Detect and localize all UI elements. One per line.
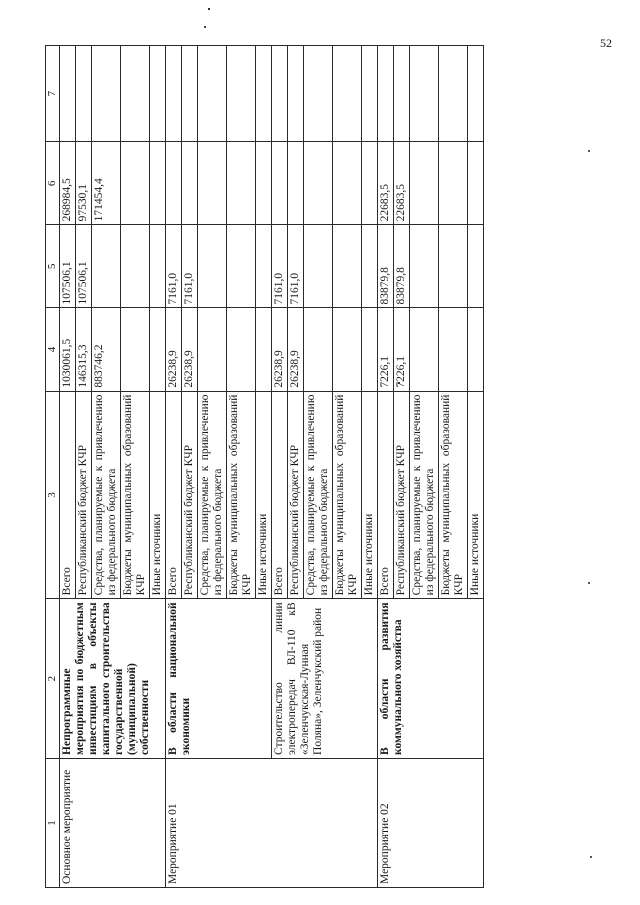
value-col4 (410, 308, 439, 391)
value-col4 (227, 308, 256, 391)
value-col5 (410, 225, 439, 308)
value-col5: 83879,8 (378, 225, 394, 308)
value-col6 (410, 142, 439, 225)
value-col7 (198, 46, 227, 142)
funding-table (45, 45, 484, 888)
value-col7 (256, 46, 272, 142)
group-type: Основное мероприятие (60, 758, 166, 887)
value-col5: 7161,0 (288, 225, 304, 308)
value-col7 (121, 46, 150, 142)
value-col6 (121, 142, 150, 225)
value-col4: 26238,9 (288, 308, 304, 391)
value-col5 (92, 225, 121, 308)
value-col6 (150, 142, 166, 225)
value-col7 (76, 46, 92, 142)
scan-speck (208, 8, 210, 10)
value-col6 (182, 142, 198, 225)
value-col5: 7161,0 (166, 225, 182, 308)
value-col5 (362, 225, 378, 308)
value-col5: 107506,1 (60, 225, 76, 308)
value-col6 (272, 142, 288, 225)
value-col4: 26238,9 (182, 308, 198, 391)
value-col6 (304, 142, 333, 225)
funding-source: Бюджеты муниципальных образований КЧР (333, 391, 362, 599)
funding-source: Всего (272, 391, 288, 599)
value-col5 (256, 225, 272, 308)
column-number: 3 (46, 391, 60, 599)
funding-source: Всего (378, 391, 394, 599)
value-col7 (304, 46, 333, 142)
group-title: В области развития коммунального хозяйства (378, 599, 484, 759)
page-number: 52 (600, 36, 612, 50)
funding-source: Средства, планируемые к привлечению из федерального бюджета (410, 391, 439, 599)
value-col4: 883746,2 (92, 308, 121, 391)
funding-source: Республиканский бюджет КЧР (288, 391, 304, 599)
value-col7 (272, 46, 288, 142)
group-title: Непрограммные мероприятия по бюджетным инвестициям в объекты капитального строительства государственной (муниципальной) собственности (60, 599, 166, 759)
value-col7 (439, 46, 468, 142)
value-col4 (304, 308, 333, 391)
value-col6 (362, 142, 378, 225)
value-col7 (378, 46, 394, 142)
column-number: 1 (46, 758, 60, 887)
column-number: 5 (46, 225, 60, 308)
value-col4: 26238,9 (166, 308, 182, 391)
value-col4 (468, 308, 484, 391)
value-col6 (439, 142, 468, 225)
value-col4: 7226,1 (394, 308, 410, 391)
value-col4 (121, 308, 150, 391)
group-type: Мероприятие 02 (378, 758, 484, 887)
funding-source: Бюджеты муниципальных образований КЧР (121, 391, 150, 599)
funding-source: Всего (166, 391, 182, 599)
value-col7 (468, 46, 484, 142)
value-col5: 107506,1 (76, 225, 92, 308)
funding-source: Бюджеты муниципальных образований КЧР (439, 391, 468, 599)
value-col7 (227, 46, 256, 142)
value-col5 (439, 225, 468, 308)
value-col6: 171454,4 (92, 142, 121, 225)
column-number-row (46, 46, 60, 888)
column-number: 6 (46, 142, 60, 225)
value-col5: 83879,8 (394, 225, 410, 308)
value-col7 (333, 46, 362, 142)
funding-source: Всего (60, 391, 76, 599)
funding-source: Иные источники (468, 391, 484, 599)
group-title: В области национальной экономики (166, 599, 272, 759)
funding-source: Средства, планируемые к привлечению из федерального бюджета (198, 391, 227, 599)
table-row (60, 46, 76, 888)
column-number: 7 (46, 46, 60, 142)
value-col5 (468, 225, 484, 308)
value-col7 (362, 46, 378, 142)
value-col7 (166, 46, 182, 142)
group-type: Мероприятие 01 (166, 758, 378, 887)
value-col6 (166, 142, 182, 225)
value-col4 (362, 308, 378, 391)
value-col5 (227, 225, 256, 308)
value-col5 (150, 225, 166, 308)
value-col4: 146315,3 (76, 308, 92, 391)
value-col6 (198, 142, 227, 225)
scan-speck (204, 26, 206, 28)
value-col4 (198, 308, 227, 391)
value-col6 (333, 142, 362, 225)
rotated-table-container (45, 45, 615, 888)
funding-source: Иные источники (362, 391, 378, 599)
funding-source: Средства, планируемые к привлечению из федерального бюджета (92, 391, 121, 599)
value-col4 (439, 308, 468, 391)
value-col6: 97530,1 (76, 142, 92, 225)
value-col7 (60, 46, 76, 142)
funding-source: Иные источники (256, 391, 272, 599)
value-col7 (92, 46, 121, 142)
value-col5 (333, 225, 362, 308)
column-number: 4 (46, 308, 60, 391)
value-col5: 7161,0 (272, 225, 288, 308)
value-col6: 22683,5 (378, 142, 394, 225)
funding-source: Средства, планируемые к привлечению из федерального бюджета (304, 391, 333, 599)
funding-source: Республиканский бюджет КЧР (182, 391, 198, 599)
table-row (166, 46, 182, 888)
value-col7 (394, 46, 410, 142)
value-col5 (198, 225, 227, 308)
funding-source: Республиканский бюджет КЧР (76, 391, 92, 599)
table-row (378, 46, 394, 888)
value-col6: 268984,5 (60, 142, 76, 225)
group-title: Строительство линии электропередач ВЛ-110 кВ «Зеленчукская-Лунная Поляна», Зеленчукский район (272, 599, 378, 759)
value-col5: 7161,0 (182, 225, 198, 308)
value-col7 (410, 46, 439, 142)
funding-source: Иные источники (150, 391, 166, 599)
value-col6: 22683,5 (394, 142, 410, 225)
value-col5 (121, 225, 150, 308)
value-col4: 1030061,5 (60, 308, 76, 391)
value-col6 (227, 142, 256, 225)
value-col6 (256, 142, 272, 225)
funding-source: Бюджеты муниципальных образований КЧР (227, 391, 256, 599)
value-col7 (182, 46, 198, 142)
column-number: 2 (46, 599, 60, 759)
value-col4: 26238,9 (272, 308, 288, 391)
value-col7 (150, 46, 166, 142)
value-col4 (150, 308, 166, 391)
value-col7 (288, 46, 304, 142)
value-col4: 7226,1 (378, 308, 394, 391)
value-col4 (256, 308, 272, 391)
value-col5 (304, 225, 333, 308)
funding-source: Республиканский бюджет КЧР (394, 391, 410, 599)
value-col6 (288, 142, 304, 225)
value-col6 (468, 142, 484, 225)
value-col4 (333, 308, 362, 391)
